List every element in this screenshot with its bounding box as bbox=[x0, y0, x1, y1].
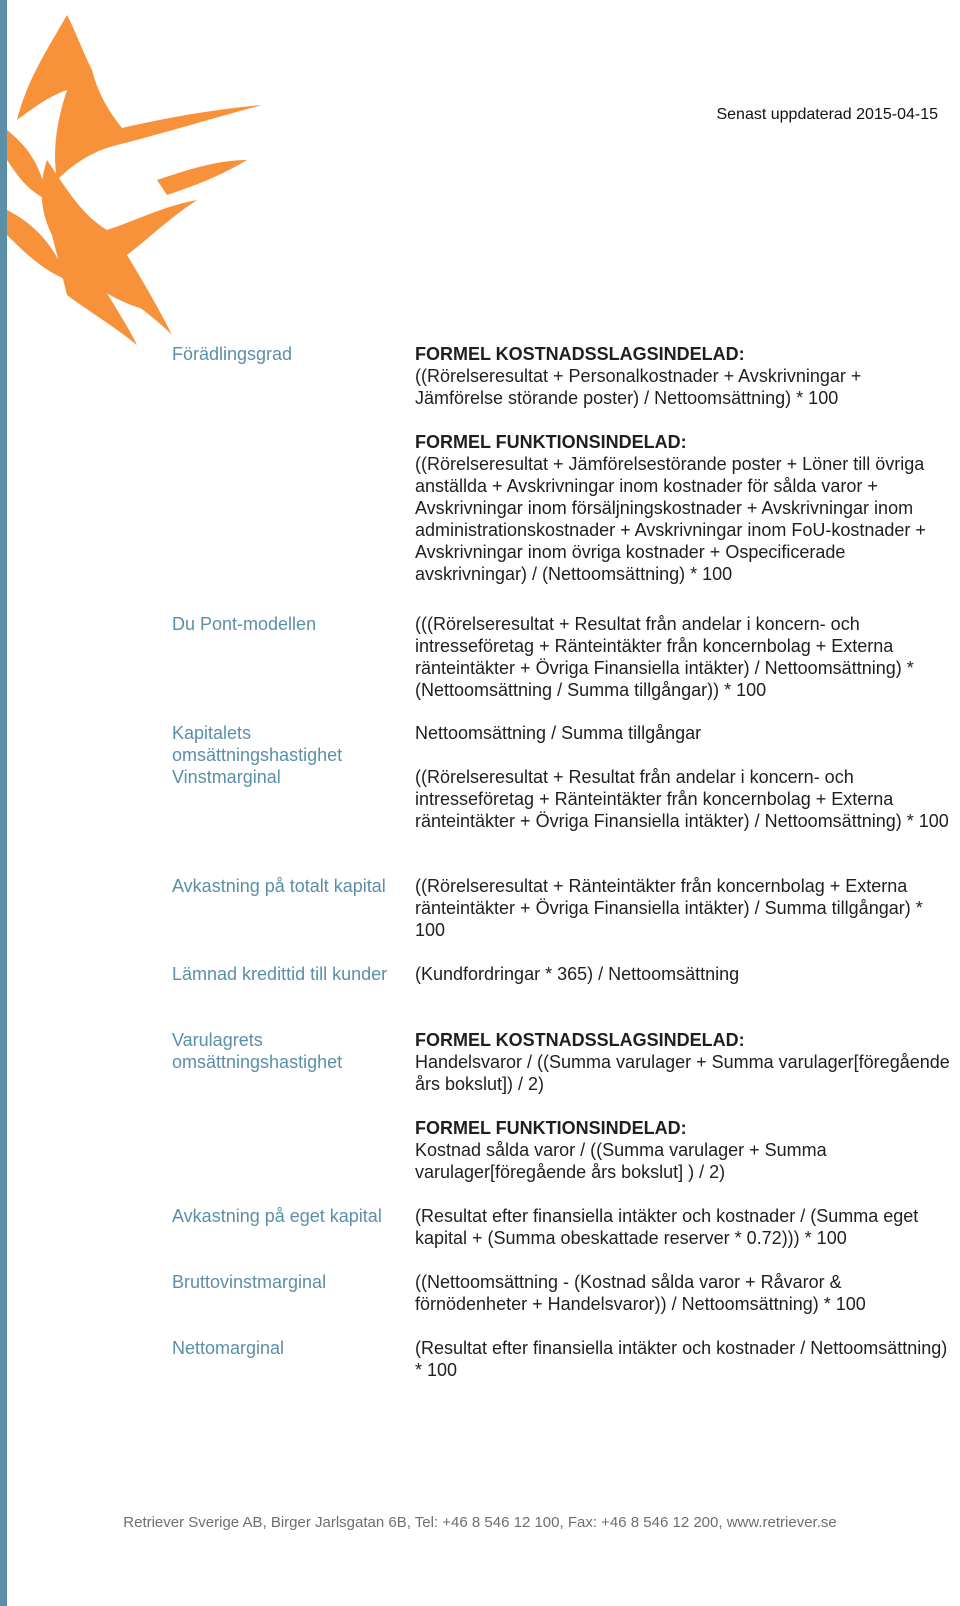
formula-vinstmarginal: ((Rörelseresultat + Resultat från andelar i koncern- och intresseföretag + Ränteintäkter från koncernbolag + Externa ränteintäkter + Övriga Finansiella intäkter) / Nettoomsättning) * 100 bbox=[415, 767, 949, 831]
last-updated-date: Senast uppdaterad 2015-04-15 bbox=[716, 106, 938, 123]
formula-dupont: (((Rörelseresultat + Resultat från andelar i koncern- och intresseföretag + Ränteintäkter från koncernbolag + Externa ränteintäkter + Övriga Finansiella intäkter) / Nettoomsättning) * (Nettoomsättning / Summa tillgångar)) * 100 bbox=[415, 614, 914, 700]
formula-bruttovinstmarginal: ((Nettoomsättning - (Kostnad sålda varor + Råvaror & förnödenheter + Handelsvaror)) / Nettoomsättning) * 100 bbox=[415, 1272, 866, 1314]
term-varulagrets-omsattningshastighet: Varulagrets omsättningshastighet bbox=[172, 1030, 343, 1072]
formula-lamnad-kredittid: (Kundfordringar * 365) / Nettoomsättning bbox=[415, 964, 740, 984]
term-dupont: Du Pont-modellen bbox=[172, 614, 317, 634]
formula-text-kostnadsslag: Handelsvaror / ((Summa varulager + Summa varulager[föregående års bokslut]) / 2) bbox=[415, 1052, 950, 1094]
formula-varulagrets-omsattningshastighet bbox=[415, 1029, 950, 1183]
term-bruttovinstmarginal: Bruttovinstmarginal bbox=[172, 1272, 327, 1292]
formula-heading-kostnadsslag: FORMEL KOSTNADSSLAGSINDELAD: bbox=[415, 344, 745, 364]
term-nettomarginal: Nettomarginal bbox=[172, 1338, 285, 1358]
formula-nettomarginal: (Resultat efter finansiella intäkter och kostnader / Nettoomsättning) * 100 bbox=[415, 1338, 948, 1380]
formula-heading-funktion: FORMEL FUNKTIONSINDELAD: bbox=[415, 1118, 687, 1138]
formula-avkastning-eget-kapital: (Resultat efter finansiella intäkter och kostnader / (Summa eget kapital + (Summa obeskattade reserver * 0.72))) * 100 bbox=[415, 1206, 919, 1248]
term-avkastning-totalt-kapital: Avkastning på totalt kapital bbox=[172, 876, 386, 896]
formula-heading-funktion: FORMEL FUNKTIONSINDELAD: bbox=[415, 432, 687, 452]
term-foradlingsgrad: Förädlingsgrad bbox=[172, 344, 293, 364]
formula-kapitalets-omsattningshastighet: Nettoomsättning / Summa tillgångar bbox=[415, 723, 702, 743]
term-vinstmarginal: Vinstmarginal bbox=[172, 767, 281, 787]
term-lamnad-kredittid: Lämnad kredittid till kunder bbox=[172, 964, 388, 984]
footer-contact: Retriever Sverige AB, Birger Jarlsgatan 6B, Tel: +46 8 546 12 100, Fax: +46 8 546 12 200, www.retriever.se bbox=[123, 1514, 837, 1531]
formula-foradlingsgrad bbox=[415, 343, 950, 585]
formula-text-kostnadsslag: ((Rörelseresultat + Personalkostnader + Avskrivningar + Jämförelse störande poster) / Nettoomsättning) * 100 bbox=[415, 366, 862, 408]
term-avkastning-eget-kapital: Avkastning på eget kapital bbox=[172, 1206, 382, 1226]
formula-avkastning-totalt-kapital: ((Rörelseresultat + Ränteintäkter från koncernbolag + Externa ränteintäkter + Övriga Finansiella intäkter) / Summa tillgångar) * 100 bbox=[415, 876, 923, 940]
orange-fish-logo-icon bbox=[7, 10, 277, 345]
formula-text-funktion: Kostnad sålda varor / ((Summa varulager + Summa varulager[föregående års bokslut] ) / 2) bbox=[415, 1140, 827, 1182]
left-accent-bar bbox=[0, 0, 7, 1606]
formula-heading-kostnadsslag: FORMEL KOSTNADSSLAGSINDELAD: bbox=[415, 1030, 745, 1050]
formula-text-funktion: ((Rörelseresultat + Jämförelsestörande poster + Löner till övriga anställda + Avskrivningar inom kostnader för sålda varor + Avskrivningar inom försäljningskostnader + Avskrivningar inom administrationskostnader + Avskrivningar inom FoU-kostnader + Avskrivningar inom övriga kostnader + Ospecificerade avskrivningar) / (Nettoomsättning) * 100 bbox=[415, 454, 926, 584]
term-kapitalets-omsattningshastighet: Kapitalets omsättningshastighet bbox=[172, 723, 343, 765]
